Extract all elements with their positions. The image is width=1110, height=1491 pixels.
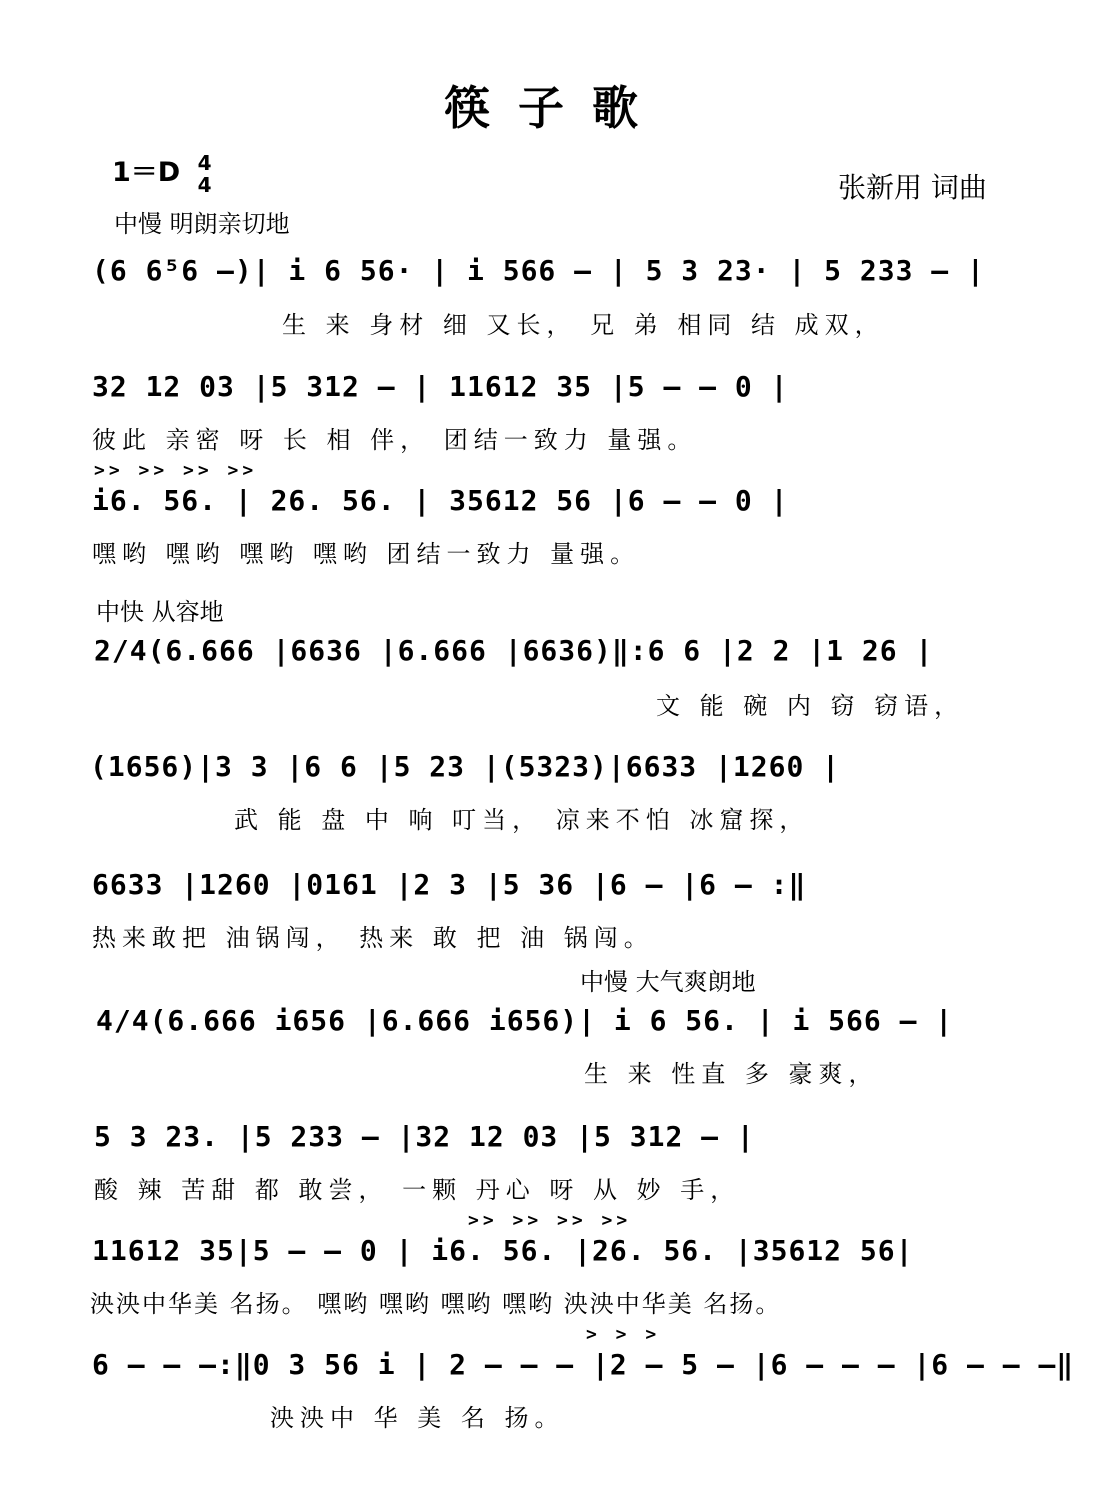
lyric-line-7: 生 来 性直 多 豪爽， [584,1060,879,1088]
song-title: 筷子歌 [444,81,666,135]
lyric-line-8: 酸 辣 苦甜 都 敢尝， 一颗 丹心 呀 从 妙 手， [94,1176,741,1204]
notation-line-3: i6. 56. | 26. 56. | 35612 56 |6 – – 0 | [92,484,789,517]
key-signature [112,150,212,196]
notation-line-7: 4/4(6.666 i656 |6.666 i656)| i 6 56. | i 566 – | [96,1004,954,1037]
composer: 张新用 词曲 [838,171,987,204]
notation-line-8: 5 3 23. |5 233 – |32 12 03 |5 312 – | [94,1120,755,1153]
lyric-line-1: 生 来 身材 细 又长， 兄 弟 相同 结 成双， [282,311,885,339]
key-label: 1＝D [112,157,181,188]
notation-line-5: (1656)|3 3 |6 6 |5 23 |(5323)|6633 |1260 | [90,750,841,783]
tempo-marking-3: 中慢 大气爽朗地 [580,968,756,996]
tempo-marking-1: 中慢 明朗亲切地 [114,210,290,238]
accent-marks-9: >> >> >> >> [468,1210,632,1231]
notation-line-1: (6 6⁵6 –)| i 6 56· | i 566 – | 5 3 23· | 5 233 – | [92,254,985,287]
lyric-line-6: 热来敢把 油锅闯， 热来 敢 把 油 锅闯。 [92,924,654,952]
notation-line-4: 2/4(6.666 |6636 |6.666 |6636)‖:6 6 |2 2 |1 26 | [94,634,934,667]
lyric-line-4: 文 能 碗 内 窃 窃语， [656,692,965,720]
time-numerator: 4 [197,150,212,175]
accent-marks-3: >> >> >> >> [94,460,258,481]
lyric-line-9: 泱泱中华美 名扬。 嘿哟 嘿哟 嘿哟 嘿哟 泱泱中华美 名扬。 [90,1290,782,1318]
accent-marks-10: > > > [586,1324,661,1345]
lyric-line-3: 嘿哟 嘿哟 嘿哟 嘿哟 团结一致力 量强。 [92,540,641,568]
tempo-marking-2: 中快 从容地 [96,598,224,626]
notation-line-2: 32 12 03 |5 312 – | 11612 35 |5 – – 0 | [92,370,789,403]
lyric-line-5: 武 能 盘 中 响 叮当， 凉来不怕 冰窟探， [234,806,810,834]
notation-line-9: 11612 35|5 – – 0 | i6. 56. |26. 56. |35612 56| [92,1234,914,1267]
lyric-line-10: 泱泱中 华 美 名 扬。 [270,1404,565,1432]
notation-line-6: 6633 |1260 |0161 |2 3 |5 36 |6 – |6 – :‖ [92,868,807,901]
time-denominator: 4 [197,172,212,197]
time-signature [198,152,212,196]
lyric-line-2: 彼此 亲密 呀 长 相 伴， 团结一致力 量强。 [92,426,698,454]
notation-line-10: 6 – – –:‖0 3 56 i | 2 – – – |2 – 5 – |6 – – – |6 – – –‖ [92,1348,1075,1381]
